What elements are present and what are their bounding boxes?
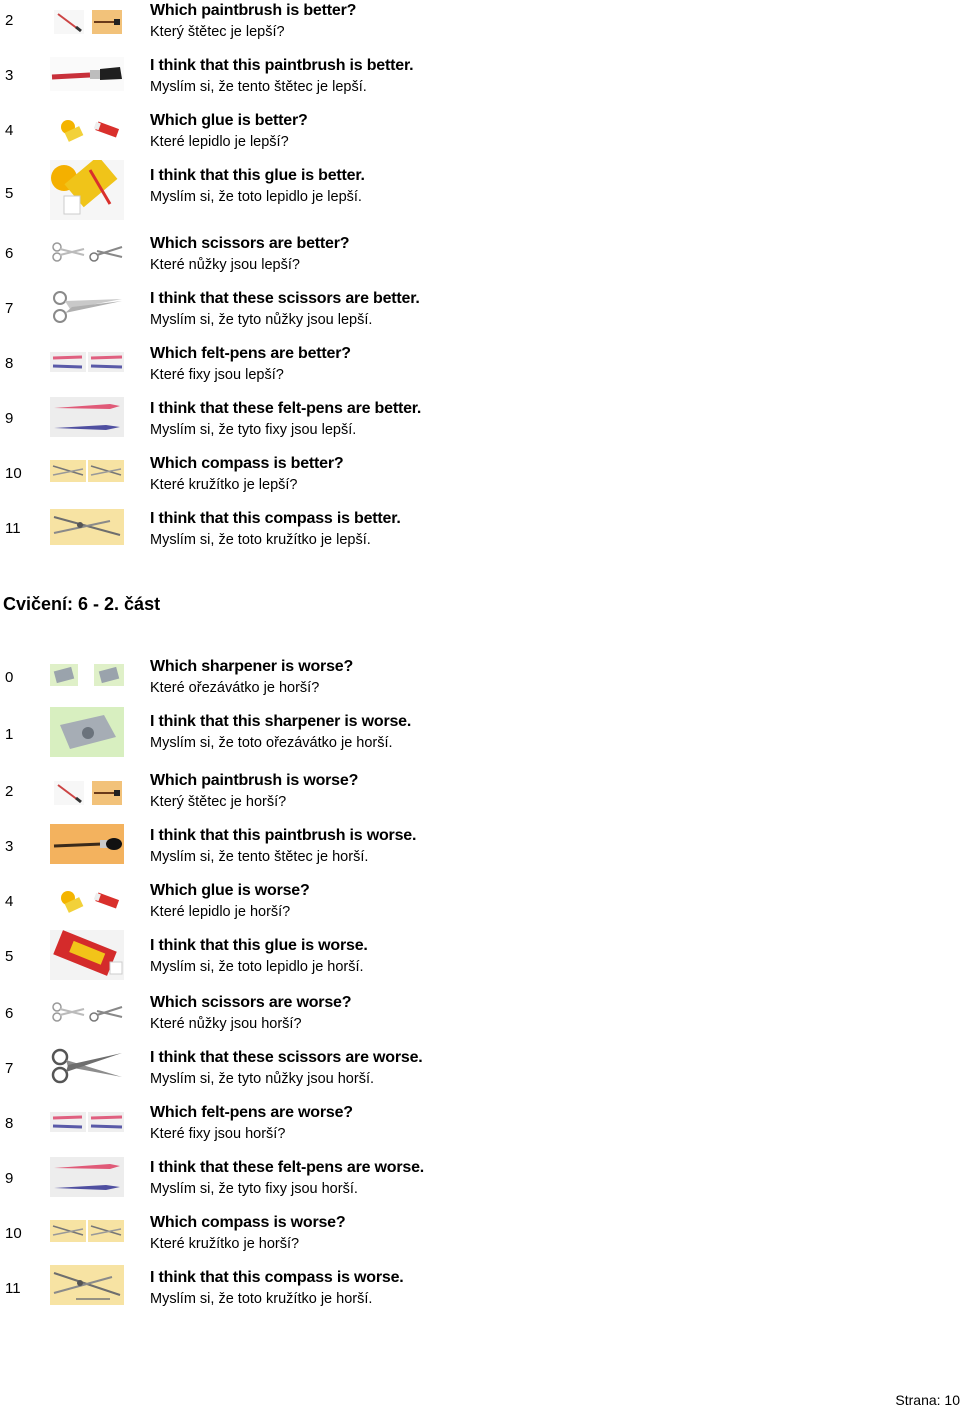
- czech-sentence: Který štětec je lepší?: [150, 24, 285, 40]
- exercise-row: [0, 1158, 960, 1208]
- silver-scissors-icon: [50, 289, 124, 325]
- row-number: 2: [5, 12, 14, 29]
- compass-icon: [50, 509, 124, 545]
- czech-sentence: Myslím si, že tyto nůžky jsou lepší.: [150, 312, 373, 328]
- czech-sentence: Myslím si, že tento štětec je horší.: [150, 849, 369, 865]
- two-scissors-icon: [50, 239, 124, 265]
- exercise-row: [0, 1268, 960, 1318]
- row-number: 5: [5, 185, 14, 202]
- row-number: 0: [5, 669, 14, 686]
- exercise-row: [0, 111, 960, 161]
- two-paintbrushes-icon: [50, 7, 124, 37]
- english-sentence: Which paintbrush is worse?: [150, 772, 359, 789]
- row-number: 8: [5, 355, 14, 372]
- exercise-row: [0, 936, 960, 986]
- english-sentence: Which scissors are worse?: [150, 994, 352, 1011]
- exercise-row: [0, 166, 960, 216]
- row-number: 9: [5, 1170, 14, 1187]
- two-paintbrushes-icon: [50, 778, 124, 808]
- row-number: 9: [5, 410, 14, 427]
- czech-sentence: Které kružítko je horší?: [150, 1236, 300, 1252]
- row-number: 5: [5, 948, 14, 965]
- red-glue-tube-icon: [50, 930, 124, 980]
- row-number: 11: [5, 520, 21, 537]
- row-number: 10: [5, 1225, 22, 1242]
- czech-sentence: Které nůžky jsou horší?: [150, 1016, 302, 1032]
- czech-sentence: Které fixy jsou horší?: [150, 1126, 286, 1142]
- czech-sentence: Myslím si, že toto kružítko je horší.: [150, 1291, 373, 1307]
- dark-scissors-icon: [50, 1047, 124, 1085]
- flat-paintbrush-icon: [50, 57, 124, 91]
- english-sentence: Which scissors are better?: [150, 235, 350, 252]
- english-sentence: Which glue is better?: [150, 112, 308, 129]
- round-paintbrush-icon: [50, 824, 124, 864]
- czech-sentence: Které lepidlo je horší?: [150, 904, 291, 920]
- two-glue-tubes-icon: [50, 117, 124, 145]
- exercise-row: [0, 712, 960, 762]
- row-number: 8: [5, 1115, 14, 1132]
- row-number: 6: [5, 245, 14, 262]
- row-number: 3: [5, 67, 14, 84]
- exercise-row: [0, 1, 960, 51]
- czech-sentence: Které ořezávátko je horší?: [150, 680, 320, 696]
- english-sentence: Which sharpener is worse?: [150, 658, 354, 675]
- row-number: 10: [5, 465, 22, 482]
- two-scissors-icon: [50, 999, 124, 1025]
- english-sentence: I think that this compass is better.: [150, 510, 401, 527]
- exercise-row: [0, 344, 960, 394]
- czech-sentence: Které nůžky jsou lepší?: [150, 257, 300, 273]
- english-sentence: Which compass is better?: [150, 455, 344, 472]
- exercise-row: [0, 771, 960, 821]
- compass-icon: [50, 1265, 124, 1305]
- english-sentence: I think that this sharpener is worse.: [150, 713, 412, 730]
- english-sentence: Which felt-pens are better?: [150, 345, 351, 362]
- row-number: 11: [5, 1280, 21, 1297]
- two-glue-tubes-icon: [50, 888, 124, 916]
- english-sentence: Which paintbrush is better?: [150, 2, 357, 19]
- exercise-row: [0, 234, 960, 284]
- row-number: 3: [5, 838, 14, 855]
- czech-sentence: Myslím si, že tyto nůžky jsou horší.: [150, 1071, 375, 1087]
- english-sentence: I think that these scissors are better.: [150, 290, 420, 307]
- english-sentence: I think that this paintbrush is better.: [150, 57, 414, 74]
- english-sentence: I think that this glue is worse.: [150, 937, 368, 954]
- red-blue-felt-pens-icon: [50, 1157, 124, 1197]
- english-sentence: Which glue is worse?: [150, 882, 310, 899]
- english-sentence: I think that this paintbrush is worse.: [150, 827, 417, 844]
- red-blue-felt-pens-icon: [50, 397, 124, 437]
- exercise-row: [0, 1213, 960, 1263]
- czech-sentence: Myslím si, že toto lepidlo je horší.: [150, 959, 364, 975]
- two-compasses-icon: [50, 460, 124, 482]
- czech-sentence: Myslím si, že tyto fixy jsou lepší.: [150, 422, 357, 438]
- exercise-row: [0, 1103, 960, 1153]
- czech-sentence: Myslím si, že toto kružítko je lepší.: [150, 532, 371, 548]
- sharpener-icon: [50, 707, 124, 757]
- page-number: Strana: 10: [895, 1392, 960, 1407]
- two-felt-pen-pairs-icon: [50, 1112, 124, 1132]
- exercise-row: [0, 826, 960, 876]
- two-sharpeners-icon: [50, 664, 124, 688]
- yellow-glue-tube-icon: [50, 160, 124, 220]
- exercise-row: [0, 993, 960, 1043]
- exercise-row: [0, 454, 960, 504]
- exercise-row: [0, 657, 960, 707]
- exercise-row: [0, 399, 960, 449]
- english-sentence: Which compass is worse?: [150, 1214, 346, 1231]
- exercise-row: [0, 1048, 960, 1098]
- row-number: 6: [5, 1005, 14, 1022]
- english-sentence: I think that these felt-pens are worse.: [150, 1159, 425, 1176]
- row-number: 7: [5, 1060, 14, 1077]
- two-compasses-icon: [50, 1220, 124, 1242]
- czech-sentence: Který štětec je horší?: [150, 794, 287, 810]
- exercise-row: [0, 509, 960, 559]
- row-number: 2: [5, 783, 14, 800]
- czech-sentence: Myslím si, že tento štětec je lepší.: [150, 79, 367, 95]
- section-title: Cvičení: 6 - 2. část: [3, 594, 161, 614]
- exercise-row: [0, 56, 960, 106]
- row-number: 4: [5, 122, 14, 139]
- czech-sentence: Které kružítko je lepší?: [150, 477, 298, 493]
- czech-sentence: Myslím si, že tyto fixy jsou horší.: [150, 1181, 358, 1197]
- english-sentence: I think that these felt-pens are better.: [150, 400, 422, 417]
- english-sentence: I think that this compass is worse.: [150, 1269, 404, 1286]
- exercise-row: [0, 881, 960, 931]
- english-sentence: I think that these scissors are worse.: [150, 1049, 423, 1066]
- two-felt-pen-pairs-icon: [50, 352, 124, 372]
- row-number: 4: [5, 893, 14, 910]
- english-sentence: I think that this glue is better.: [150, 167, 365, 184]
- english-sentence: Which felt-pens are worse?: [150, 1104, 353, 1121]
- czech-sentence: Které fixy jsou lepší?: [150, 367, 284, 383]
- czech-sentence: Myslím si, že toto lepidlo je lepší.: [150, 189, 362, 205]
- czech-sentence: Myslím si, že toto ořezávátko je horší.: [150, 735, 393, 751]
- row-number: 7: [5, 300, 14, 317]
- czech-sentence: Které lepidlo je lepší?: [150, 134, 289, 150]
- exercise-row: [0, 289, 960, 339]
- row-number: 1: [5, 726, 14, 743]
